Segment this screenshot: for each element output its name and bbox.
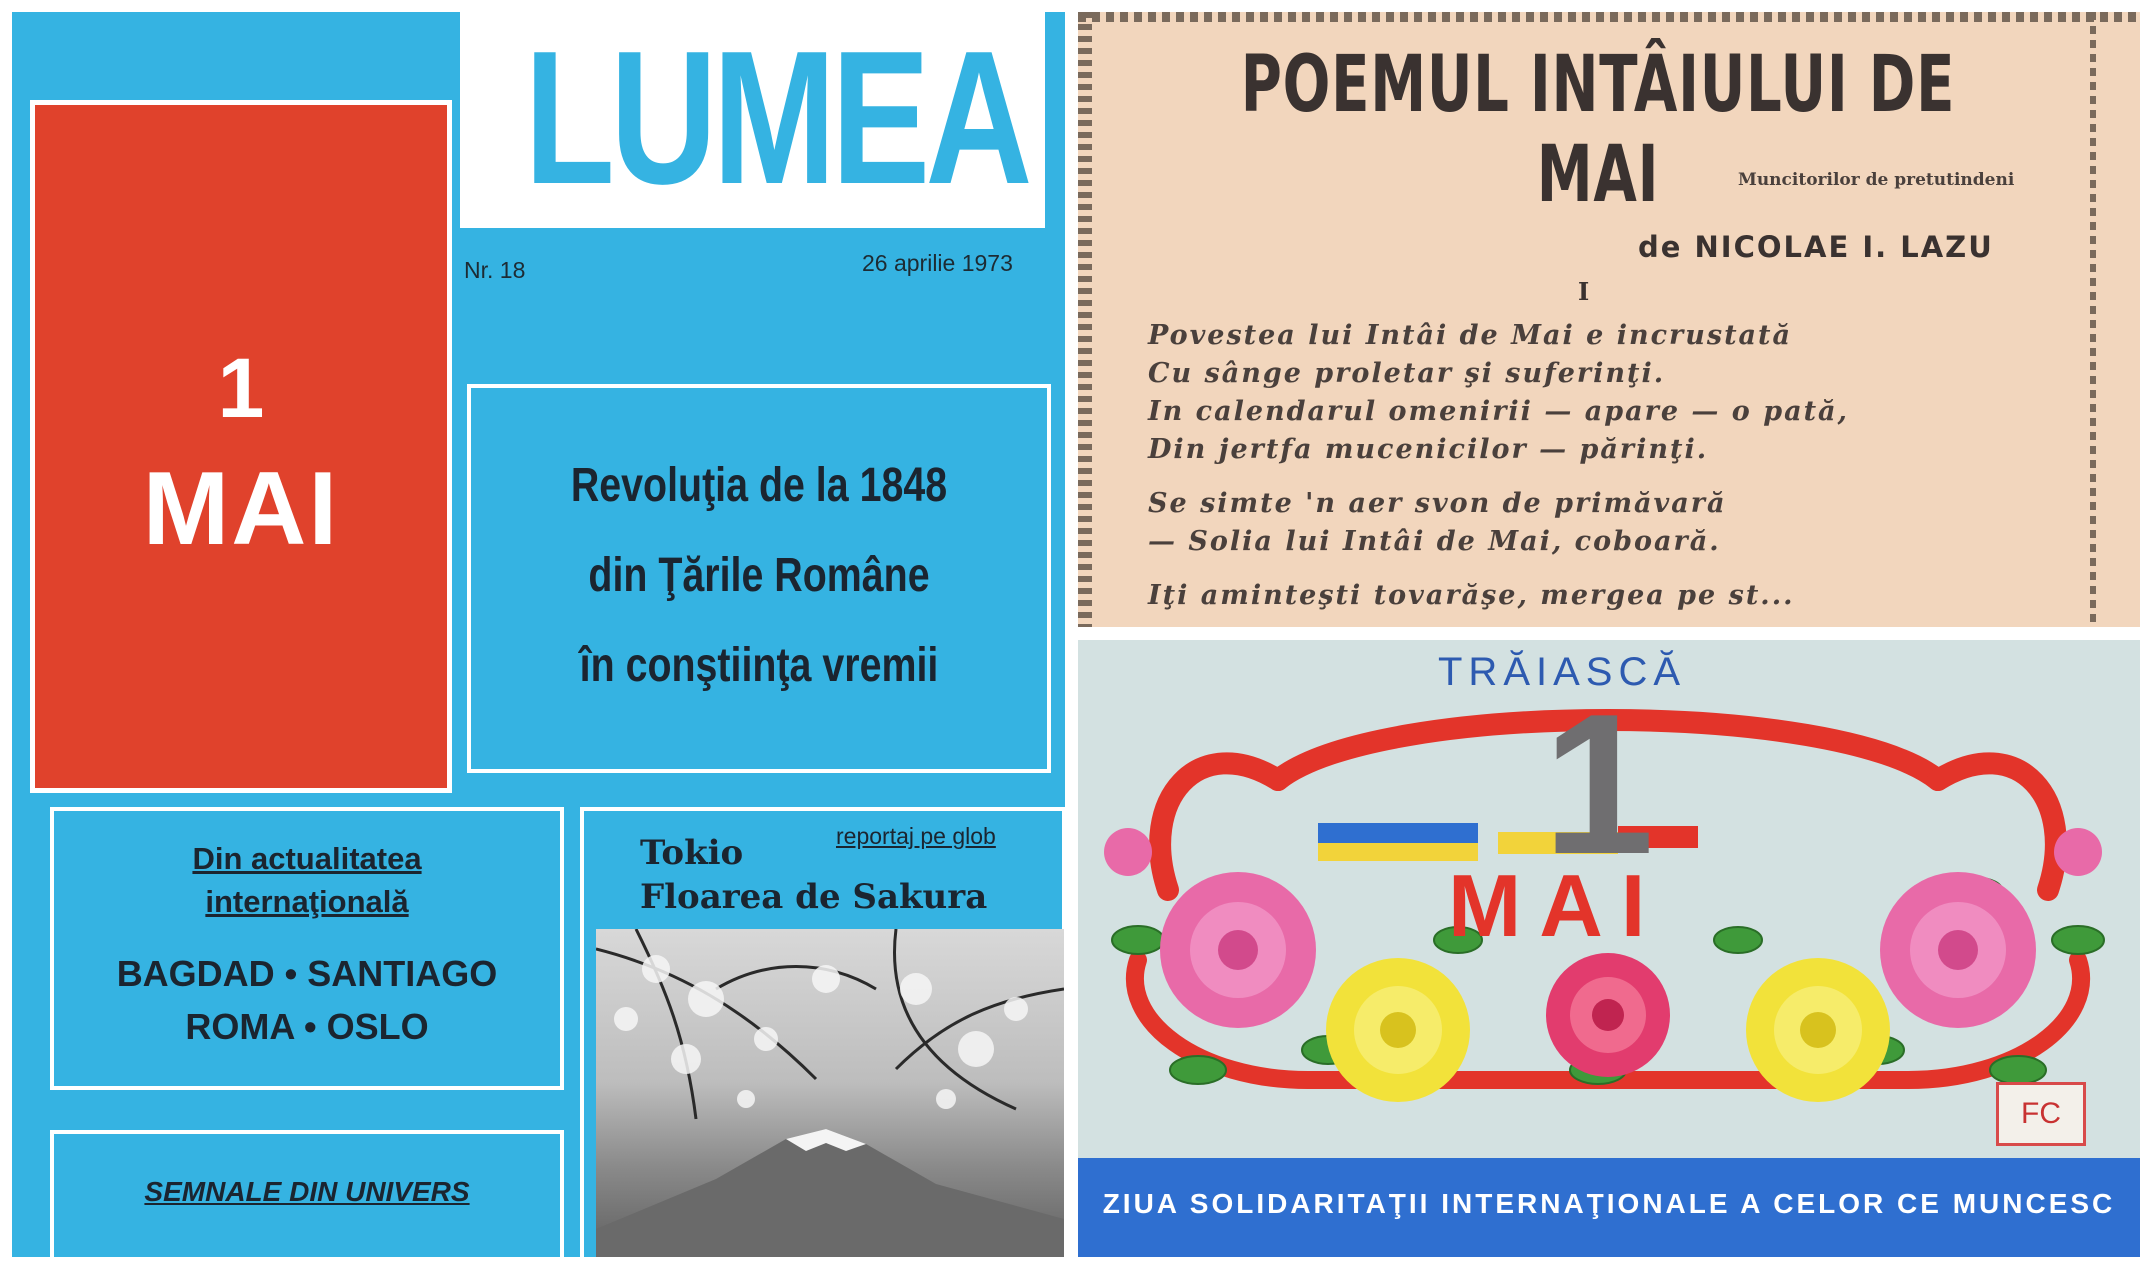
revolution-line: în conştiinţa vremii — [579, 639, 939, 692]
issue-number: Nr. 18 — [464, 257, 526, 283]
sakura-photo-drawing — [596, 929, 1064, 1257]
poem-title: POEMUL INTÂIULUI DE MAI — [1240, 40, 1956, 220]
stamp-mark: FC — [1996, 1082, 2086, 1146]
perforated-top-edge — [1078, 12, 2140, 22]
revolution-line: Revoluţia de la 1848 — [570, 459, 948, 512]
postcard-number: 1 — [1543, 673, 1655, 896]
may-day-number: 1 — [217, 341, 265, 435]
tokio-title-line: Tokio — [640, 833, 744, 873]
poem-verse: Cu sânge proletar şi suferinţi. — [1148, 358, 1666, 389]
magazine-title: LUMEA — [524, 12, 1028, 224]
news-heading-line: internaţională — [205, 884, 409, 919]
poem-verse: In calendarul omenirii — apare — o pată, — [1148, 396, 1849, 427]
poem-verse: Iţi aminteşti tovarăşe, mergea pe st... — [1148, 580, 1795, 611]
tokio-title-line: Floarea de Sakura — [640, 877, 988, 917]
postcard-top-word: TRĂIASCĂ — [1438, 650, 1687, 694]
perforated-left-edge — [1078, 12, 1092, 627]
report-label: reportaj pe glob — [836, 823, 996, 849]
poem-author: de NICOLAE I. LAZU — [1638, 230, 1994, 264]
cities-line: ROMA • OSLO — [185, 1006, 429, 1047]
international-news-box — [50, 807, 564, 1090]
poem-verse: — Solia lui Intâi de Mai, coboară. — [1148, 526, 1721, 557]
poem-section-number: I — [1578, 277, 1590, 306]
revolution-line: din Ţările Române — [588, 549, 930, 602]
perforated-right-edge — [2090, 12, 2096, 627]
tokio-report-box — [580, 807, 1065, 1257]
poem-dedication: Muncitorilor de pretutindeni — [1738, 170, 2015, 190]
may-day-word: MAI — [142, 451, 340, 567]
universe-signals-label: SEMNALE DIN UNIVERS — [144, 1176, 470, 1207]
news-heading-line: Din actualitatea — [192, 841, 422, 876]
poem-verse: Se simte 'n aer svon de primăvară — [1148, 488, 1727, 519]
red-may-day-panel — [30, 100, 452, 793]
poem-verse: Din jertfa mucenicilor — părinţi. — [1148, 434, 1709, 465]
issue-date: 26 aprilie 1973 — [862, 250, 1013, 276]
postcard-slogan: ZIUA SOLIDARITAŢII INTERNAŢIONALE A CELOR CE MUNCESC — [1102, 1188, 2116, 1219]
universe-signals-box — [50, 1130, 564, 1257]
newspaper-clipping — [1078, 12, 2140, 627]
magazine-cover — [12, 12, 1065, 1257]
tokio-title — [640, 831, 987, 919]
cities-line: BAGDAD • SANTIAGO — [116, 953, 498, 994]
postcard-word: MAI — [1448, 856, 1664, 955]
revolution-article-box — [467, 384, 1051, 773]
sakura-photo — [596, 929, 1064, 1257]
may-day-postcard — [1078, 640, 2140, 1257]
poem-verse: Povestea lui Intâi de Mai e incrustată — [1148, 320, 1793, 351]
